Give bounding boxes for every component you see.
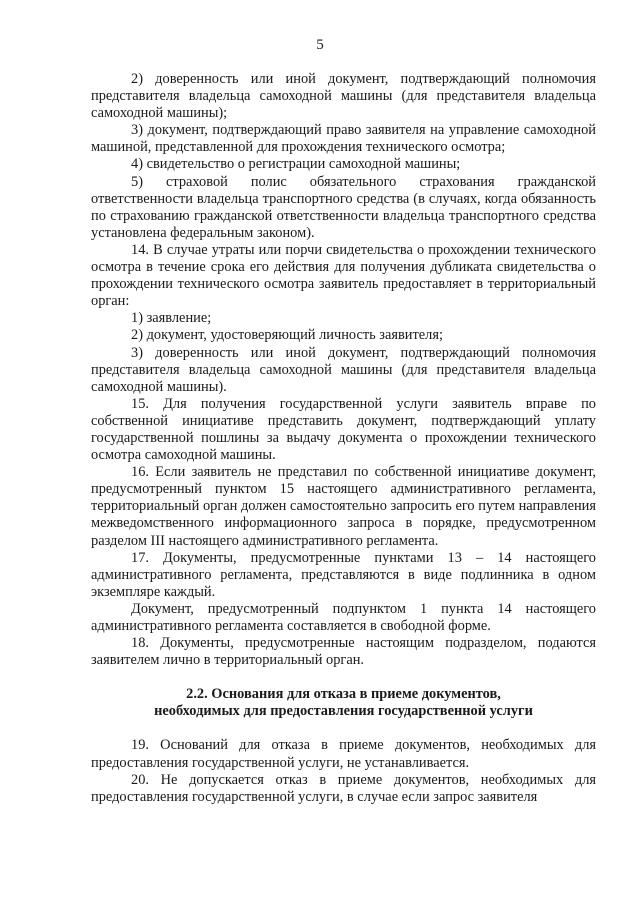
page-number: 5: [316, 37, 324, 53]
paragraph-clause-16: 16. Если заявитель не представил по собственной инициативе документ, предусмотренный пунктом 15 настоящего административного регламента, территориальный орган должен самостоятельно запросить его путем направления межведомственного информационного запроса в порядке, предусмотренном разделом III настоящего административного регламента.: [91, 464, 596, 549]
paragraph-clause-20: 20. Не допускается отказ в приеме документов, необходимых для предоставления государственной услуги, в случае если запрос заявителя: [91, 771, 596, 805]
paragraph-item-4-registration-certificate: 4) свидетельство о регистрации самоходной машины;: [131, 156, 461, 173]
paragraph-clause-15: 15. Для получения государственной услуги заявитель вправе по собственной инициативе представить документ, подтверждающий уплату государственной пошлины за выдачу документа о прохождении технического осмотра самоходной машины.: [91, 395, 596, 464]
paragraph-clause-19: 19. Оснований для отказа в приеме документов, необходимых для предоставления государственной услуги, не устанавливается.: [91, 737, 596, 771]
document-body: [91, 71, 596, 806]
paragraph-clause-18: 18. Документы, предусмотренные настоящим подразделом, подаются заявителем лично в территориальный орган.: [91, 635, 596, 669]
paragraph-item-3-right-to-operate: 3) документ, подтверждающий право заявителя на управление самоходной машиной, представленной для прохождения технического осмотра;: [91, 122, 596, 156]
paragraph-clause-14: 14. В случае утраты или порчи свидетельства о прохождении технического осмотра в течение срока его действия для получения дубликата свидетельства о прохождении технического осмотра заявитель предоставляет в территориальный орган:: [91, 241, 596, 310]
paragraph-item-2-power-of-attorney: 2) доверенность или иной документ, подтверждающий полномочия представителя владельца самоходной машины (для представителя владельца самоходной машины);: [91, 71, 596, 122]
paragraph-clause-17: 17. Документы, предусмотренные пунктами 13 – 14 настоящего административного регламента, представляются в виде подлинника в одном экземпляре каждый.: [91, 549, 596, 600]
paragraph-clause-14-item-2: 2) документ, удостоверяющий личность заявителя;: [131, 327, 443, 344]
paragraph-clause-17-note: Документ, предусмотренный подпунктом 1 пункта 14 настоящего административного регламента составляется в свободной форме.: [91, 600, 596, 634]
section-heading-line-1: 2.2. Основания для отказа в приеме документов,: [186, 686, 501, 703]
paragraph-item-5-insurance-policy: 5) страховой полис обязательного страхования гражданской ответственности владельца транспортного средства (в случаях, когда обязанность по страхованию гражданской ответственности владельца транспортного средства установлена федеральным законом).: [91, 173, 596, 241]
section-heading: [91, 686, 596, 720]
paragraph-clause-14-item-3: 3) доверенность или иной документ, подтверждающий полномочия представителя владельца самоходной машины (для представителя владельца самоходной машины).: [91, 344, 596, 395]
section-heading-line-2: необходимых для предоставления государственной услуги: [154, 703, 533, 720]
paragraph-clause-14-item-1: 1) заявление;: [131, 310, 212, 327]
